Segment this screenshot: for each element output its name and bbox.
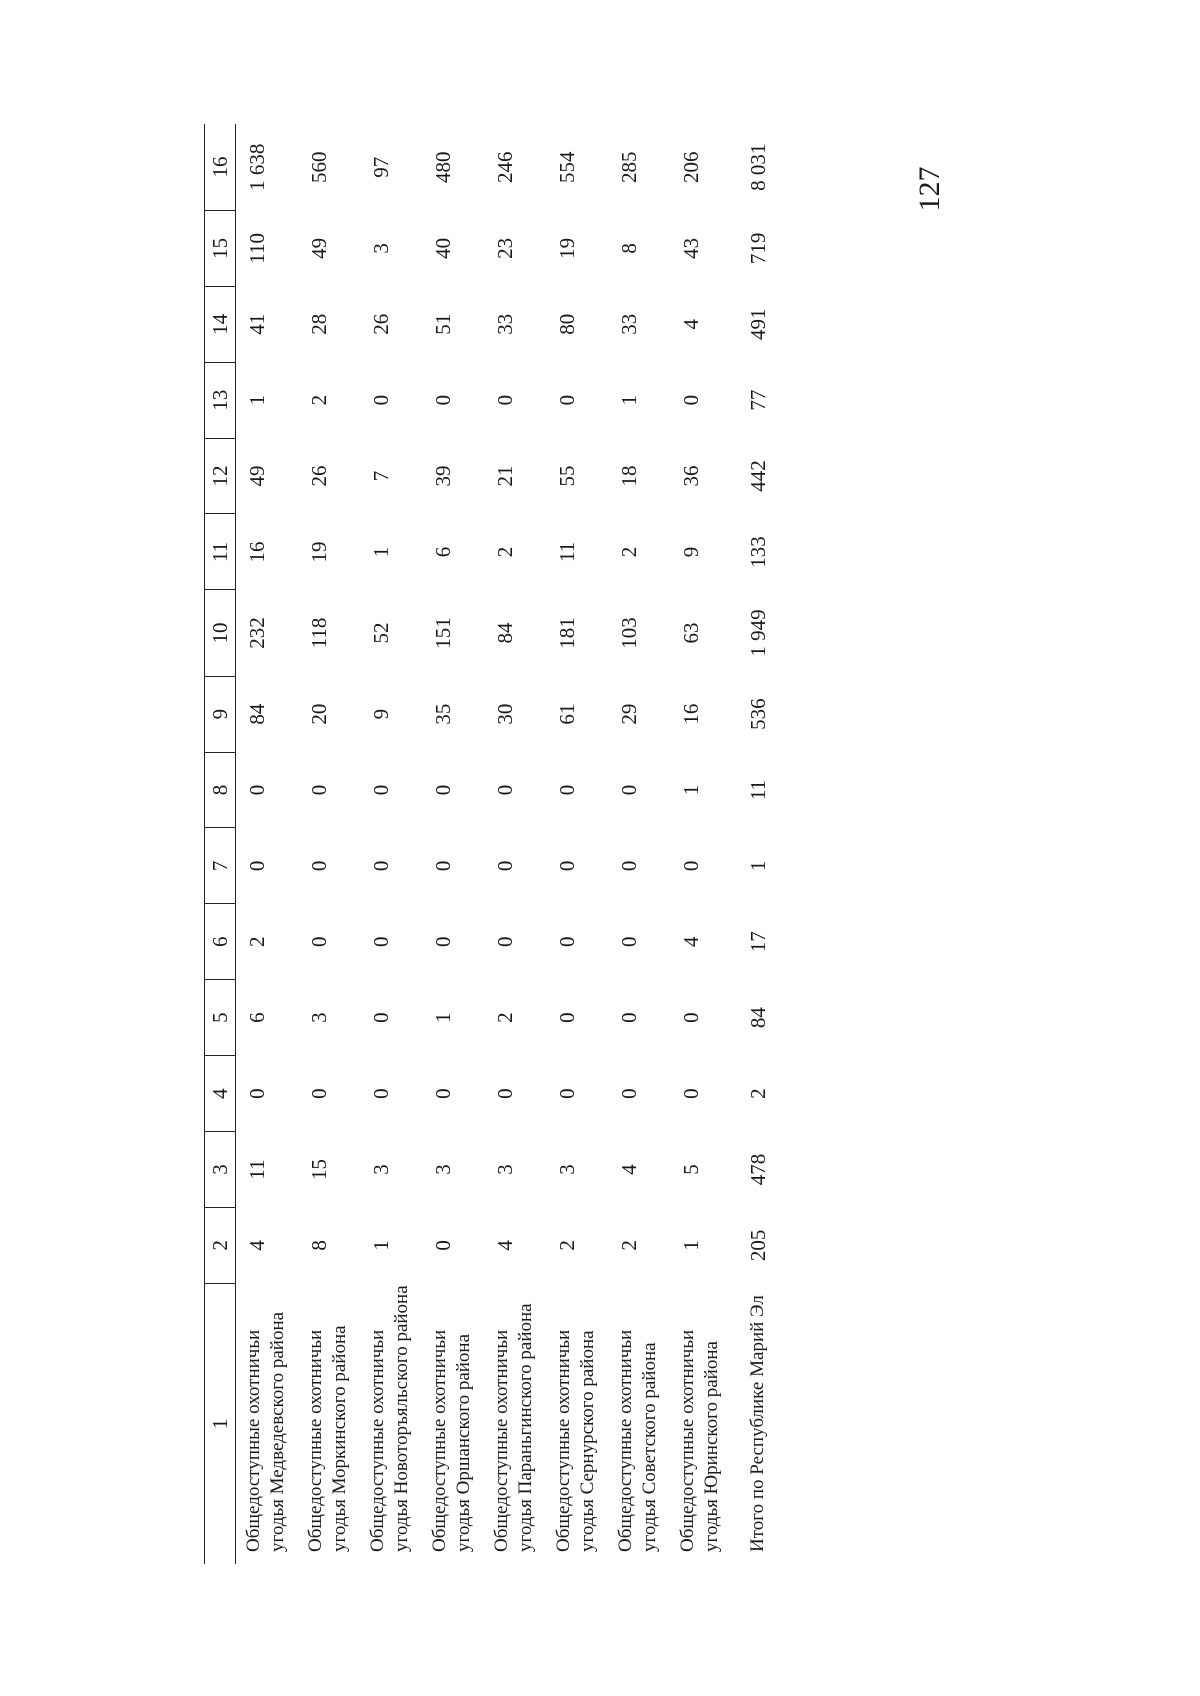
- table-cell: 719: [745, 232, 770, 265]
- table-cell: 30: [492, 703, 517, 725]
- column-header: 3: [205, 1132, 236, 1208]
- table-cell: 560: [306, 151, 331, 183]
- table-cell: 77: [745, 389, 770, 411]
- table-cell: 18: [616, 465, 641, 487]
- table-cell: 0: [554, 1088, 579, 1099]
- table-cell: 7: [368, 470, 393, 482]
- table-cell: 0: [430, 1088, 455, 1099]
- table-cell: 5: [678, 1164, 703, 1175]
- table-cell: 0: [368, 936, 393, 948]
- table-cell: 0: [368, 1088, 393, 1099]
- table-cell: 4: [492, 1240, 517, 1251]
- table-cell: 110: [245, 233, 269, 264]
- table-cell: 19: [306, 541, 331, 563]
- table-cell: 16: [245, 541, 269, 563]
- table-cell: 0: [554, 1012, 579, 1023]
- table-cell: 246: [492, 151, 517, 183]
- table-cell: 0: [678, 1088, 703, 1099]
- column-header: 6: [205, 904, 236, 980]
- table-cell: 181: [554, 617, 579, 649]
- table-cell: 0: [492, 860, 517, 872]
- table-cell: 1 949: [745, 609, 770, 657]
- table-cell: 480: [430, 151, 455, 183]
- table-row: [670, 124, 732, 1564]
- table-cell: 554: [554, 151, 579, 183]
- table-cell: 23: [492, 237, 517, 259]
- table-cell: 2: [306, 394, 331, 406]
- table-cell: 0: [430, 394, 455, 406]
- table-row: [732, 124, 794, 1564]
- table-cell: 0: [306, 936, 331, 948]
- table-cell: 41: [245, 313, 269, 335]
- table-cell: 0: [678, 394, 703, 406]
- table-cell: 6: [430, 546, 455, 558]
- table-cell: 8: [616, 243, 641, 254]
- table-cell: 84: [245, 703, 269, 725]
- table-cell: 11: [745, 779, 770, 801]
- table-cell: 1: [430, 1012, 455, 1023]
- table-cell: 36: [678, 465, 703, 487]
- table-cell: 84: [745, 1007, 770, 1029]
- table-cell: 49: [245, 465, 269, 487]
- table-cell: 3: [368, 243, 393, 254]
- table-row: [236, 124, 298, 1564]
- table-cell: 52: [368, 622, 393, 644]
- table-cell: 15: [306, 1158, 331, 1180]
- column-header: 11: [205, 514, 236, 590]
- table-cell: 2: [492, 546, 517, 558]
- table-cell: 55: [554, 465, 579, 487]
- table-cell: 103: [616, 617, 641, 649]
- table-body: [236, 124, 794, 1564]
- table-cell: 0: [492, 936, 517, 948]
- column-header: 8: [205, 752, 236, 828]
- table-cell: 151: [430, 617, 455, 649]
- table-cell: 17: [745, 931, 770, 953]
- row-label: Итого по Республике Марий Эл: [746, 1295, 768, 1552]
- column-header: 7: [205, 828, 236, 904]
- table-cell: 0: [554, 936, 579, 948]
- table-cell: 0: [492, 1088, 517, 1099]
- table-cell: 84: [492, 622, 517, 644]
- table-cell: 1: [245, 394, 269, 406]
- table-cell: 29: [616, 703, 641, 725]
- table-cell: 232: [245, 617, 269, 649]
- table-cell: 26: [306, 465, 331, 487]
- table-cell: 2: [745, 1088, 770, 1099]
- table-cell: 61: [554, 703, 579, 725]
- table-cell: 16: [678, 703, 703, 725]
- table-cell: 0: [678, 1012, 703, 1023]
- table-cell: 0: [554, 394, 579, 406]
- table-cell: 51: [430, 313, 455, 335]
- table-cell: 206: [678, 151, 703, 183]
- table-cell: 43: [678, 237, 703, 259]
- table-cell: 21: [492, 465, 517, 487]
- table-cell: 0: [554, 784, 579, 796]
- table-cell: 19: [554, 237, 579, 259]
- table-cell: 0: [616, 1088, 641, 1099]
- table-cell: 1: [368, 1240, 393, 1251]
- table-cell: 63: [678, 622, 703, 644]
- table-row: [298, 124, 360, 1564]
- table-cell: 118: [306, 617, 331, 649]
- column-header: 5: [205, 980, 236, 1056]
- data-table: [204, 124, 794, 1564]
- table-cell: 0: [245, 860, 269, 872]
- table-cell: 0: [368, 394, 393, 406]
- row-label: Общедоступные охотничьи угодья Советского района: [614, 1329, 660, 1552]
- table-cell: 6: [245, 1012, 269, 1023]
- table-cell: 4: [678, 319, 703, 330]
- table-cell: 536: [745, 698, 770, 730]
- column-header: 4: [205, 1056, 236, 1132]
- table-cell: 0: [616, 1012, 641, 1023]
- rotated-table-container: [204, 124, 792, 1564]
- table-cell: 0: [554, 860, 579, 872]
- column-header: 16: [205, 124, 236, 210]
- table-cell: 35: [430, 703, 455, 725]
- table-cell: 1: [678, 784, 703, 796]
- table-cell: 40: [430, 237, 455, 259]
- table-cell: 0: [306, 1088, 331, 1099]
- table-cell: 4: [245, 1240, 269, 1251]
- page-number: 127: [913, 166, 946, 212]
- table-cell: 4: [678, 936, 703, 948]
- table-cell: 0: [616, 936, 641, 948]
- column-header: 15: [205, 210, 236, 286]
- table-cell: 3: [368, 1164, 393, 1175]
- table-cell: 9: [678, 546, 703, 558]
- table-cell: 4: [616, 1164, 641, 1175]
- column-header: 12: [205, 438, 236, 514]
- column-header: 9: [205, 676, 236, 752]
- table-cell: 0: [245, 784, 269, 796]
- table-cell: 3: [430, 1164, 455, 1175]
- table-cell: 0: [245, 1088, 269, 1099]
- table-cell: 0: [492, 784, 517, 796]
- row-label: Общедоступные охотничьи угодья Параньгинского района: [490, 1303, 536, 1552]
- column-header: 1: [205, 1283, 236, 1564]
- table-row: [360, 124, 422, 1564]
- table-cell: 0: [306, 860, 331, 872]
- table-cell: 442: [745, 460, 770, 492]
- table-cell: 2: [245, 936, 269, 948]
- table-cell: 0: [616, 784, 641, 796]
- table-cell: 2: [616, 546, 641, 558]
- table-cell: 1: [368, 546, 393, 558]
- table-cell: 80: [554, 313, 579, 335]
- table-cell: 3: [306, 1012, 331, 1023]
- row-label: Общедоступные охотничьи угодья Юринского района: [676, 1329, 722, 1552]
- table-cell: 0: [368, 1012, 393, 1023]
- table-cell: 1 638: [245, 143, 269, 191]
- table-cell: 2: [492, 1012, 517, 1023]
- table-cell: 0: [616, 860, 641, 872]
- row-label: Общедоступные охотничьи угодья Медведевского района: [243, 1311, 288, 1552]
- table-cell: 8: [306, 1240, 331, 1251]
- table-cell: 2: [554, 1240, 579, 1251]
- table-cell: 1: [745, 860, 770, 872]
- table-cell: 0: [368, 860, 393, 872]
- table-cell: 0: [430, 936, 455, 948]
- table-header-row: [205, 124, 236, 1564]
- table-cell: 1: [616, 394, 641, 406]
- table-cell: 97: [368, 156, 393, 178]
- table-row: [422, 124, 484, 1564]
- table-cell: 1: [678, 1240, 703, 1251]
- table-cell: 285: [616, 151, 641, 183]
- table-cell: 11: [554, 541, 579, 563]
- table-cell: 39: [430, 465, 455, 487]
- table-cell: 33: [616, 313, 641, 335]
- table-cell: 0: [430, 1240, 455, 1251]
- column-header: 14: [205, 286, 236, 362]
- row-label: Общедоступные охотничьи угодья Сернурского района: [552, 1329, 598, 1552]
- column-header: 2: [205, 1207, 236, 1283]
- table-cell: 9: [368, 708, 393, 720]
- row-label: Общедоступные охотничьи угодья Новоторъяльского района: [366, 1285, 412, 1552]
- table-cell: 11: [245, 1159, 269, 1180]
- table-cell: 3: [492, 1164, 517, 1175]
- row-label: Общедоступные охотничьи угодья Оршанского района: [428, 1329, 474, 1552]
- table-cell: 0: [430, 784, 455, 796]
- table-cell: 49: [306, 237, 331, 259]
- table-row: [484, 124, 546, 1564]
- column-header: 10: [205, 590, 236, 676]
- table-cell: 491: [745, 308, 770, 341]
- table-cell: 2: [616, 1240, 641, 1251]
- table-cell: 20: [306, 703, 331, 725]
- table-cell: 26: [368, 313, 393, 335]
- table-row: [608, 124, 670, 1564]
- column-header: 13: [205, 362, 236, 438]
- table-cell: 0: [306, 784, 331, 796]
- table-cell: 0: [678, 860, 703, 872]
- table-cell: 33: [492, 313, 517, 335]
- table-cell: 3: [554, 1164, 579, 1175]
- table-cell: 0: [430, 860, 455, 872]
- table-cell: 205: [745, 1229, 770, 1262]
- table-cell: 28: [306, 313, 331, 335]
- row-label: Общедоступные охотничьи угодья Моркинского района: [304, 1325, 350, 1552]
- table-cell: 0: [368, 784, 393, 796]
- table-cell: 133: [745, 536, 770, 568]
- table-cell: 0: [492, 394, 517, 406]
- table-row: [546, 124, 608, 1564]
- table-cell: 478: [745, 1153, 770, 1186]
- table-cell: 8 031: [745, 143, 770, 191]
